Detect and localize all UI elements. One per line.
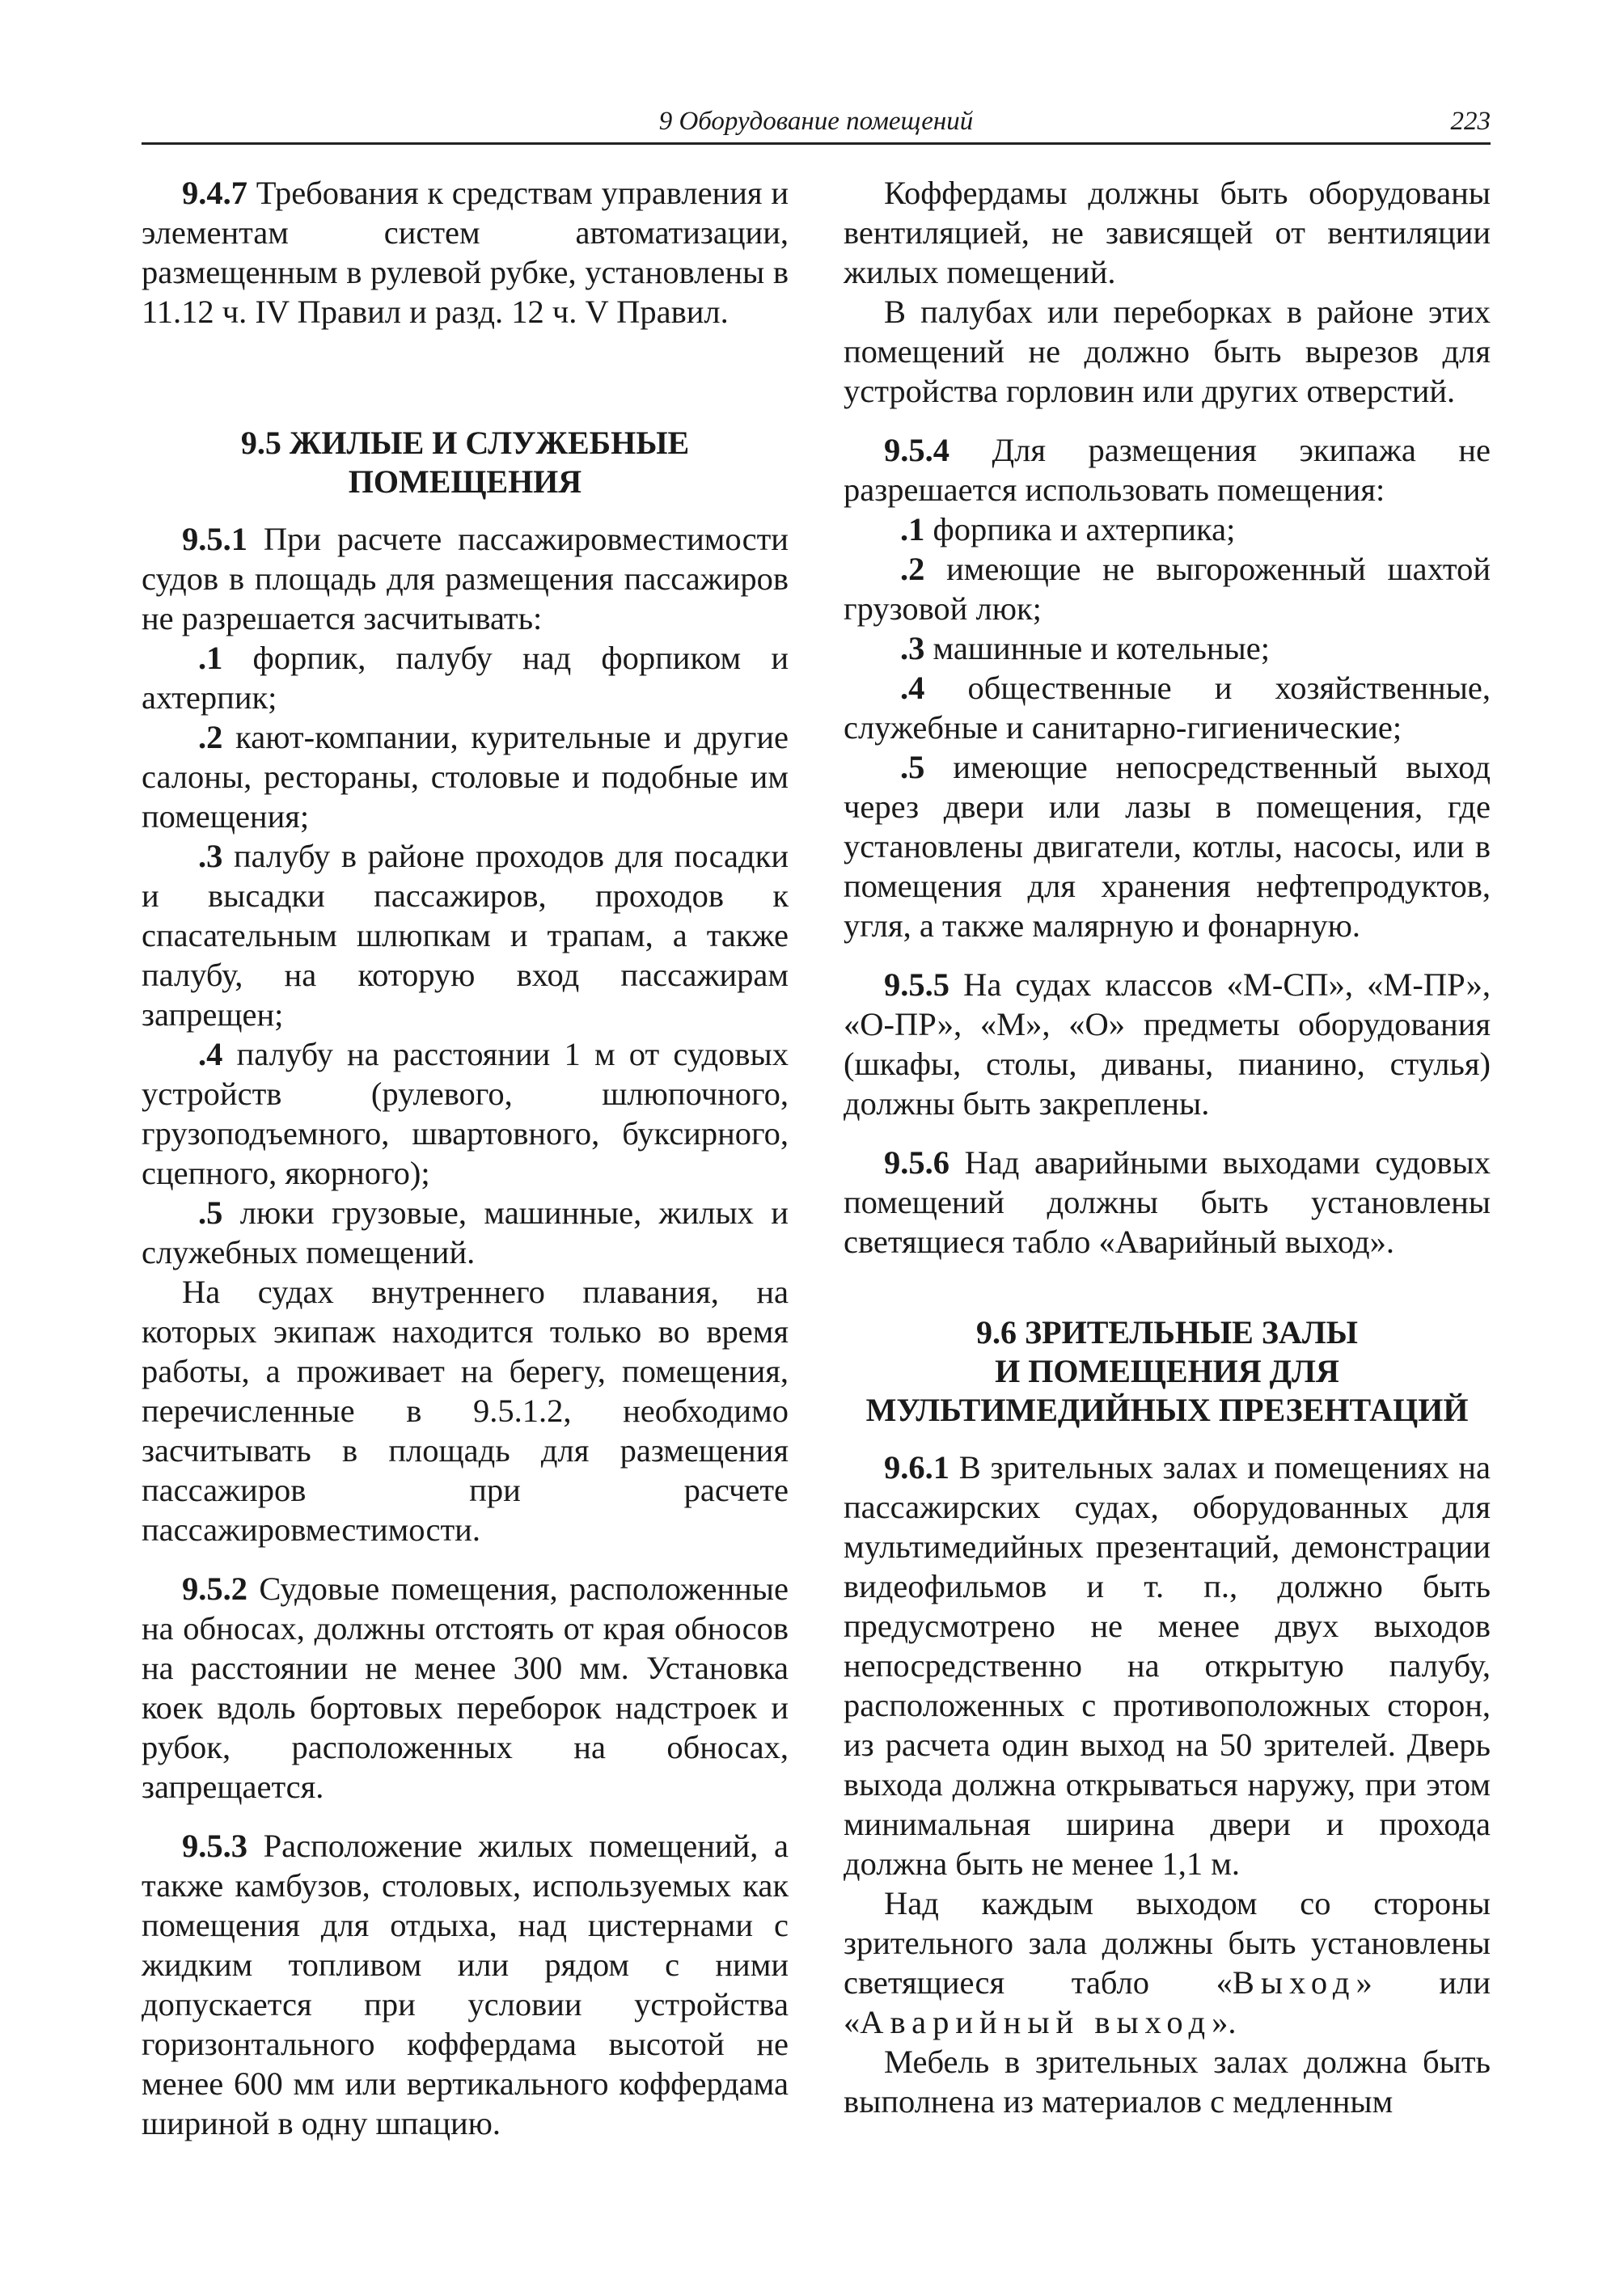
clause-number: 9.5.5: [884, 966, 949, 1003]
paragraph-9-5-1: [142, 519, 789, 638]
paragraph-9-5-3-cont: В палубах или переборках в районе этих помещений не должно быть вырезов для устройства горловин или других отверстий.: [844, 294, 1491, 409]
sign-text-exit: Выход: [1232, 1964, 1356, 2001]
list-item: [844, 628, 1491, 668]
list-item: [142, 1193, 789, 1272]
clause-text: На судах классов «М-СП», «М-ПР», «О-ПР», «М», «О» предметы оборудования (шкафы, столы, диваны, пианино, стулья) должны быть закреплены.: [844, 966, 1491, 1122]
item-text: общественные и хозяйственные, служебные и санитарно-гигиенические;: [844, 670, 1491, 746]
right-column: [844, 173, 1491, 2121]
clause-number: 9.5.2: [182, 1570, 247, 1607]
clause-text: Судовые помещения, расположенные на обносах, должны отстоять от края обносов на расстоянии не менее 300 мм. Установка коек вдоль бортовых переборок надстроек и рубок, расположенных на обносах, запрещается.: [142, 1570, 789, 1805]
item-text: машинные и котельные;: [924, 630, 1270, 666]
clause-text: Для размещения экипажа не разрешается использовать помещения:: [844, 432, 1491, 508]
sign-text-emergency-exit: Аварийный выход: [860, 2004, 1212, 2040]
paragraph-9-5-3: [142, 1826, 789, 2143]
item-text: кают-компании, курительные и другие салоны, рестораны, столовые и подобные им помещения;: [142, 719, 789, 835]
paragraph-9-4-7: [142, 173, 789, 332]
item-number: .3: [900, 630, 925, 666]
clause-number: 9.5.6: [884, 1144, 949, 1181]
clause-number: 9.5.3: [182, 1828, 247, 1864]
running-title: 9 Оборудование помещений: [658, 107, 974, 136]
list-item: [142, 638, 789, 717]
item-number: .3: [198, 838, 223, 874]
paragraph-9-5-4: [844, 430, 1491, 509]
clause-number: 9.4.7: [182, 175, 247, 211]
item-number: .5: [198, 1194, 223, 1231]
paragraph-9-5-6: [844, 1143, 1491, 1262]
list-item: [142, 717, 789, 836]
clause-text: Требования к средствам управления и элементам систем автоматизации, размещенным в рулевой рубке, установлены в 11.12 ч. IV Правил и разд. 12 ч. V Правил.: [142, 175, 789, 330]
item-number: .4: [900, 670, 925, 706]
list-item: [844, 668, 1491, 747]
paragraph-9-5-3-cont: Коффердамы должны быть оборудованы вентиляцией, не зависящей от вентиляции жилых помещений.: [844, 175, 1491, 290]
text-segment: Над каждым выходом со стороны зрительного зала должны быть установлены светящиеся табло «: [844, 1885, 1491, 2001]
left-column: [142, 173, 789, 2143]
item-number: .2: [900, 551, 925, 587]
list-item: [142, 1034, 789, 1193]
item-text: палубу в районе проходов для посадки и высадки пассажиров, проходов к спасательным шлюпкам и трапам, а также палубу, на которую вход пассажирам запрещен;: [142, 838, 789, 1033]
item-number: .1: [198, 640, 223, 676]
paragraph-9-6-1-furniture: Мебель в зрительных залах должна быть выполнена из материалов с медленным: [844, 2044, 1491, 2120]
section-heading-9-5: [142, 424, 789, 501]
item-number: .1: [900, 511, 925, 547]
text-segment: ».: [1212, 2004, 1237, 2040]
heading-line: МУЛЬТИМЕДИЙНЫХ ПРЕЗЕНТАЦИЙ: [865, 1392, 1469, 1428]
list-item: [844, 509, 1491, 549]
list-item: [844, 747, 1491, 945]
item-number: .5: [900, 749, 925, 785]
paragraph-9-6-1-signs: [844, 1883, 1491, 2042]
paragraph-9-5-1-note: На судах внутреннего плавания, на которых экипаж находится только во время работы, а проживает на берегу, помещения, перечисленные в 9.5.1.2, необходимо засчитывать в площадь для размещения пассажиров при расчете пассажировместимости.: [142, 1274, 789, 1548]
item-text: палубу на расстоянии 1 м от судовых устройств (рулевого, шлюпочного, грузоподъемного, швартовного, буксирного, сцепного, якорного);: [142, 1036, 789, 1191]
item-number: .2: [198, 719, 223, 755]
text-segment: » или «: [844, 1964, 1491, 2040]
running-header: [142, 102, 1491, 145]
item-text: люки грузовые, машинные, жилых и служебных помещений.: [142, 1194, 789, 1270]
list-item: [844, 549, 1491, 628]
clause-text: Расположение жилых помещений, а также камбузов, столовых, используемых как помещения для отдыха, над цистернами с жидким топливом или рядом с ними допускается при условии устройства горизонтального коффердама высотой не менее 600 мм или вертикального коффердама шириной в одну шпацию.: [142, 1828, 789, 2141]
section-heading-9-6: [844, 1313, 1491, 1430]
item-text: форпика и ахтерпика;: [924, 511, 1236, 547]
paragraph-9-6-1: [844, 1448, 1491, 1883]
clause-number: 9.5.1: [182, 521, 247, 557]
heading-line: 9.5 ЖИЛЫЕ И СЛУЖЕБНЫЕ: [240, 425, 690, 461]
item-text: имеющие не выгороженный шахтой грузовой люк;: [844, 551, 1491, 627]
clause-number: 9.5.4: [884, 432, 949, 468]
page-number: 223: [1450, 107, 1491, 136]
item-number: .4: [198, 1036, 223, 1072]
clause-text: При расчете пассажировместимости судов в площадь для размещения пассажиров не разрешается засчитывать:: [142, 521, 789, 636]
clause-text: Над аварийными выходами судовых помещений должны быть установлены светящиеся табло «Аварийный выход».: [844, 1144, 1491, 1260]
item-text: форпик, палубу над форпиком и ахтерпик;: [142, 640, 789, 716]
clause-text: В зрительных залах и помещениях на пассажирских судах, оборудованных для мультимедийных презентаций, демонстрации видеофильмов и т. п., должно быть предусмотрено не менее двух выходов непосредственно на открытую палубу, расположенных с противоположных сторон, из расчета один выход на 50 зрителей. Дверь выхода должна открываться наружу, при этом минимальная ширина двери и прохода должна быть не менее 1,1 м.: [844, 1449, 1491, 1882]
paragraph-9-5-5: [844, 965, 1491, 1123]
heading-line: И ПОМЕЩЕНИЯ ДЛЯ: [995, 1353, 1339, 1389]
paragraph-9-5-2: [142, 1569, 789, 1807]
item-text: имеющие непосредственный выход через двери или лазы в помещения, где установлены двигатели, котлы, насосы, или в помещения для хранения нефтепродуктов, угля, а также малярную и фонарную.: [844, 749, 1491, 944]
heading-line: 9.6 ЗРИТЕЛЬНЫЕ ЗАЛЫ: [976, 1314, 1358, 1351]
clause-number: 9.6.1: [884, 1449, 949, 1486]
list-item: [142, 836, 789, 1034]
heading-line: ПОМЕЩЕНИЯ: [348, 463, 582, 500]
